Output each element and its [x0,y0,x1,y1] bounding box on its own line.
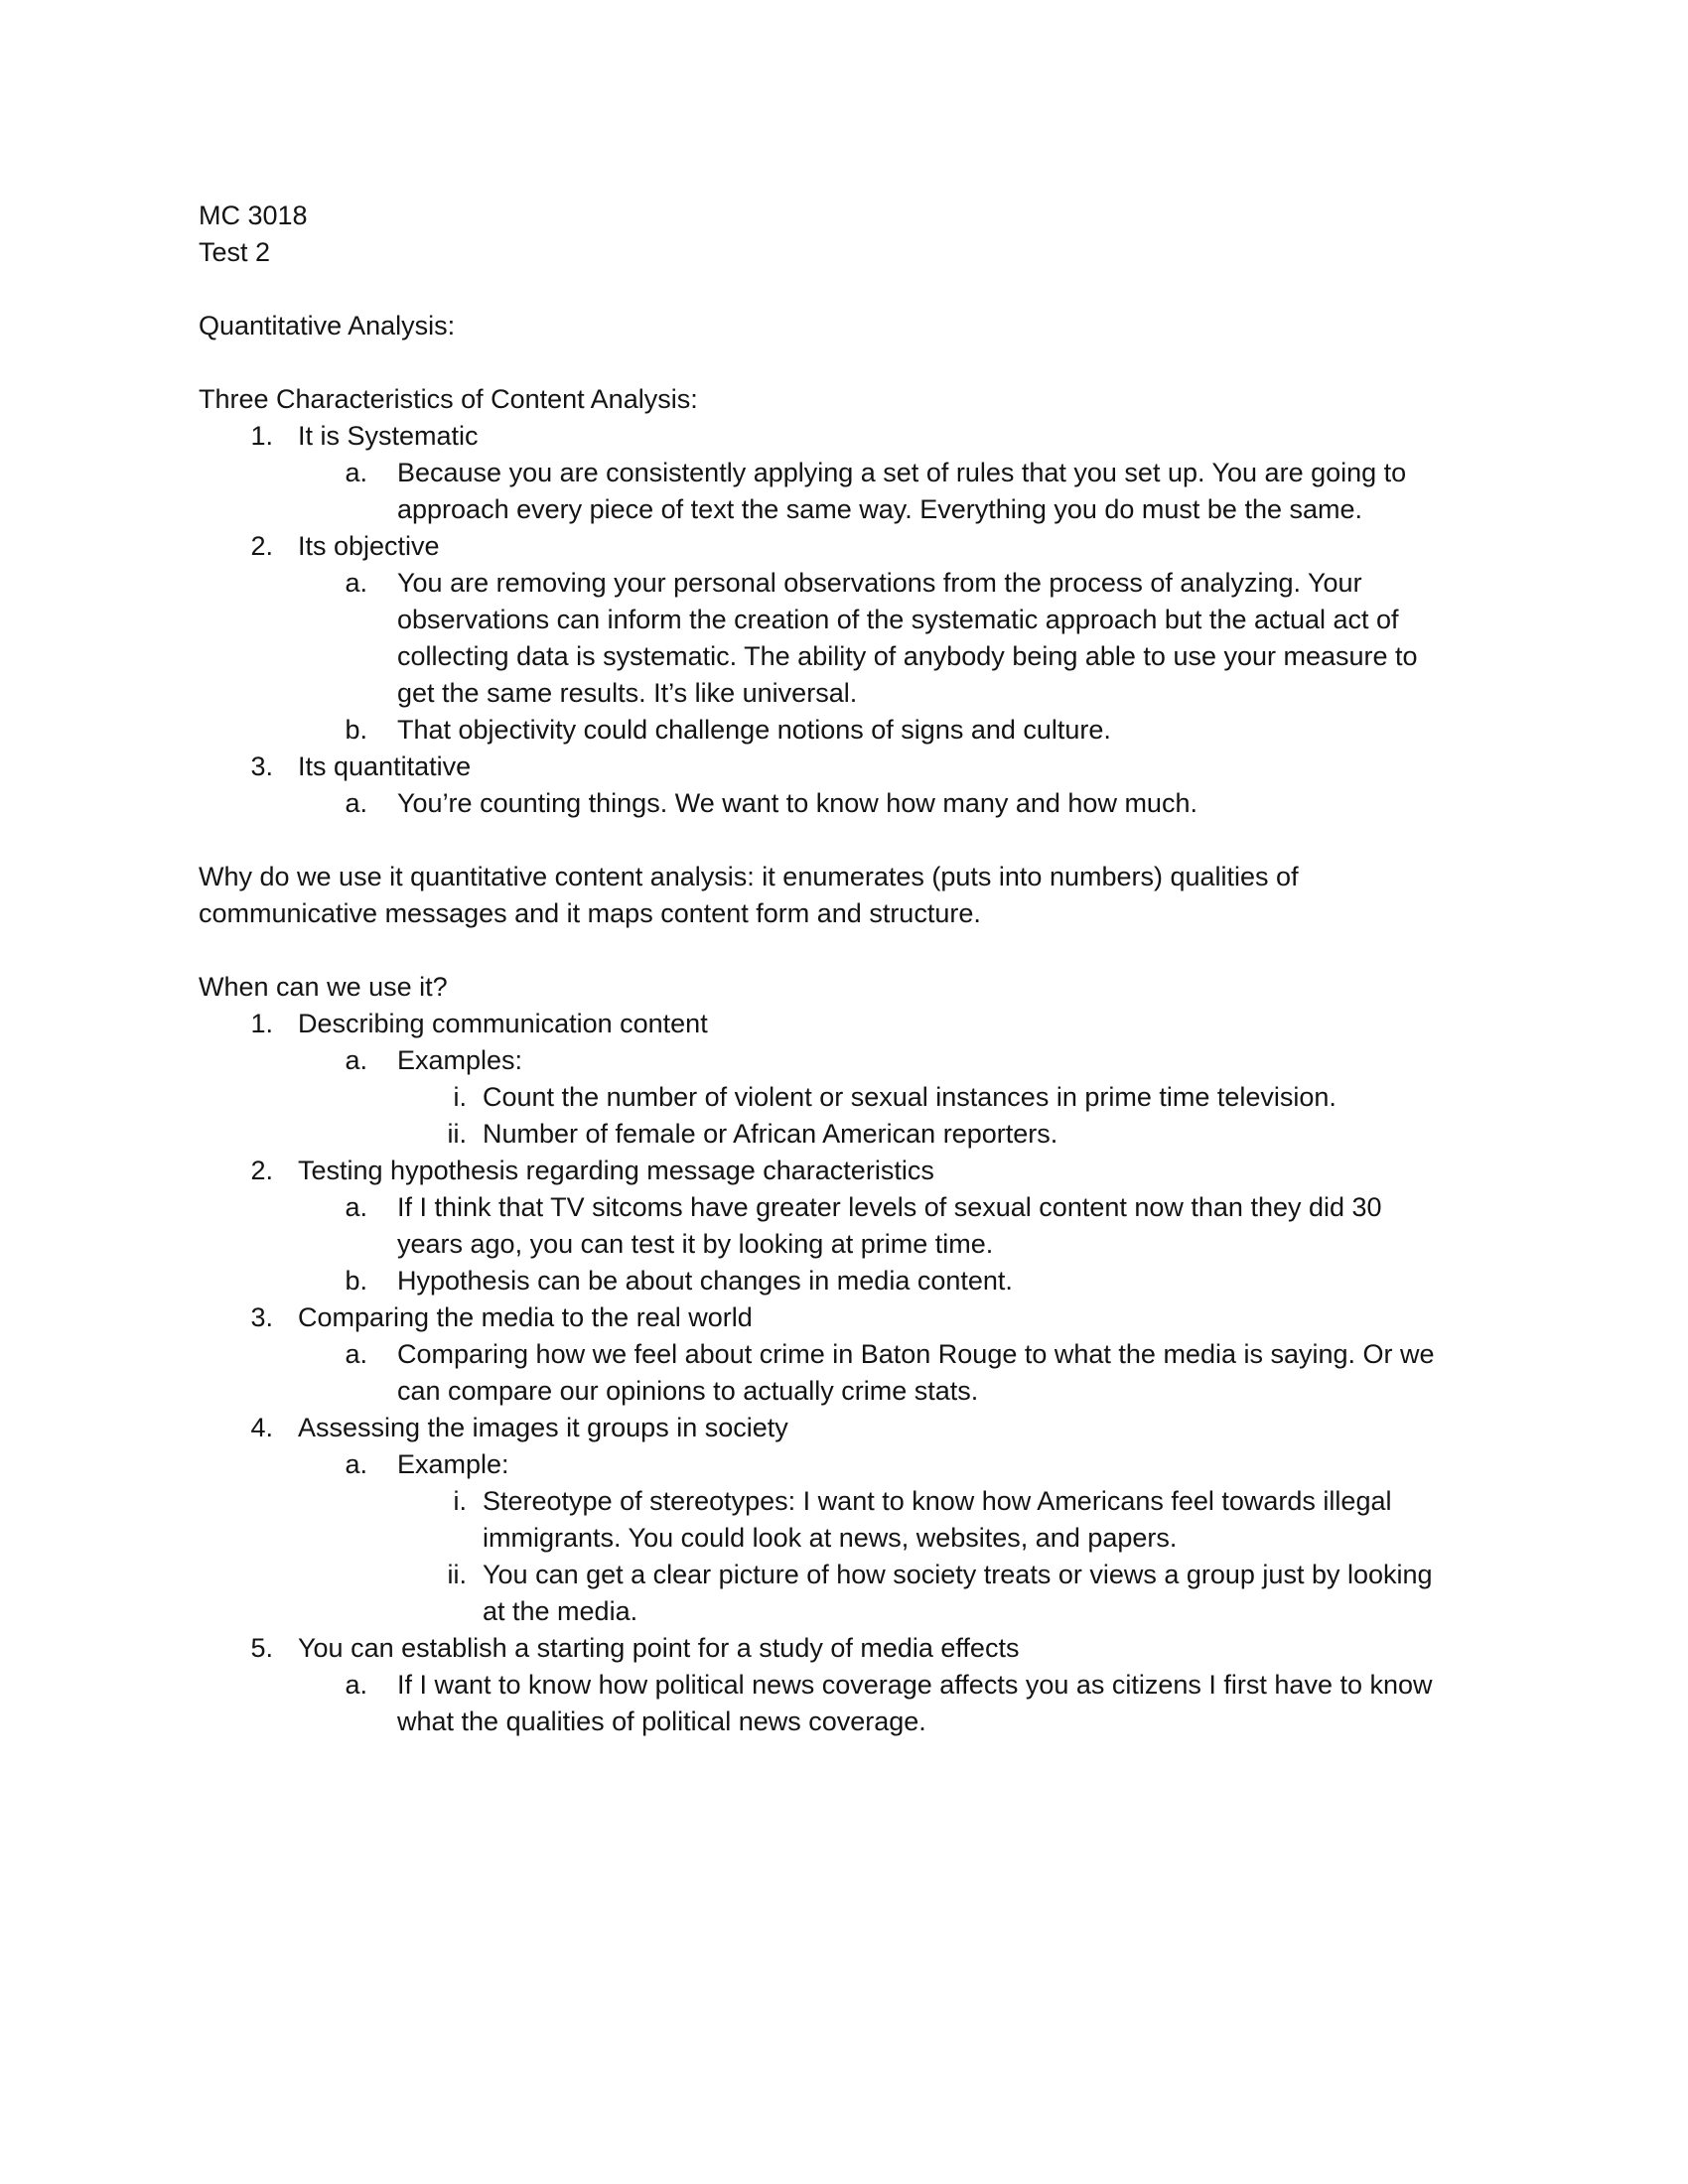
list-item-text [298,1006,1509,1042]
list-marker: i. [453,1486,467,1516]
text-line: If I want to know how political news coverage affects you as citizens I first have to know [397,1670,1433,1700]
sub-list-item [199,785,1509,822]
list-item-text [483,1079,1509,1116]
list-item [199,1153,1509,1189]
text-line: immigrants. You could look at news, websites, and papers. [483,1523,1178,1553]
sub-sub-list-item [199,1079,1509,1116]
list-marker: i. [453,1082,467,1112]
spacer [199,344,1509,381]
spacer [199,932,1509,969]
list-marker: 1. [250,1009,273,1038]
list-marker: 2. [250,1156,273,1185]
sub-list-item [199,1446,1509,1483]
text-line: Comparing the media to the real world [298,1302,753,1332]
list-item [199,1006,1509,1042]
list-marker: 3. [250,1302,273,1332]
list-item-text [483,1557,1509,1630]
sub-list-item [199,1667,1509,1740]
spacer [199,822,1509,859]
text-line: collecting data is systematic. The ability of anybody being able to use your measure to [397,641,1418,671]
text-line: Number of female or African American reporters. [483,1119,1058,1149]
when-heading: When can we use it? [199,972,448,1002]
text-line: Comparing how we feel about crime in Baton Rouge to what the media is saying. Or we [397,1339,1435,1369]
test-title: Test 2 [199,237,271,267]
list-item-text [298,1299,1509,1336]
text-line: You’re counting things. We want to know how many and how much. [397,788,1197,818]
text-line: Testing hypothesis regarding message characteristics [298,1156,934,1185]
list-item [199,1299,1509,1336]
list-item-text [397,785,1509,822]
list-item-text [397,1336,1509,1410]
list-item-text [397,455,1509,528]
when-list [199,1006,1509,1740]
list-item-text [397,565,1509,712]
list-marker: 4. [250,1413,273,1442]
text-line: Because you are consistently applying a set of rules that you set up. You are going to [397,458,1407,487]
section-title: Quantitative Analysis: [199,311,456,341]
list-marker: a. [345,1670,367,1700]
text-line: at the media. [483,1596,638,1626]
sub-list-item [199,455,1509,528]
why-paragraph [199,859,1509,932]
list-marker: 5. [250,1633,273,1663]
list-item-text [397,1263,1509,1299]
list-marker: a. [345,1045,367,1075]
text-line: It is Systematic [298,421,479,451]
text-line: Example: [397,1449,509,1479]
text-line: what the qualities of political news coverage. [397,1706,926,1736]
sub-list-item [199,1263,1509,1299]
list-item [199,1630,1509,1667]
list-item-text [397,1189,1509,1263]
list-item-text [397,1667,1509,1740]
list-marker: 1. [250,421,273,451]
list-marker: 3. [250,751,273,781]
sub-list-item [199,1189,1509,1263]
list-marker: a. [345,1339,367,1369]
list-marker: a. [345,458,367,487]
text-line: Count the number of violent or sexual instances in prime time television. [483,1082,1336,1112]
list-marker: a. [345,788,367,818]
list-marker: ii. [447,1560,467,1589]
list-item-text [298,749,1509,785]
sub-sub-list-item [199,1116,1509,1153]
text-line: years ago, you can test it by looking at prime time. [397,1229,994,1259]
text-line: can compare our opinions to actually crime stats. [397,1376,979,1406]
text-line: You can establish a starting point for a study of media effects [298,1633,1020,1663]
list-item-text [483,1483,1509,1557]
why-paragraph-line: communicative messages and it maps content form and structure. [199,898,981,928]
text-line: You are removing your personal observations from the process of analyzing. Your [397,568,1362,598]
course-code: MC 3018 [199,201,308,230]
sub-list-item [199,712,1509,749]
list-item [199,528,1509,565]
text-line: Hypothesis can be about changes in media content. [397,1266,1013,1296]
list-marker: a. [345,1192,367,1222]
list-item-text [298,1410,1509,1446]
text-line: If I think that TV sitcoms have greater levels of sexual content now than they did 30 [397,1192,1382,1222]
list-marker: a. [345,568,367,598]
text-line: Its quantitative [298,751,472,781]
list-item [199,749,1509,785]
sub-list-item [199,1042,1509,1079]
text-line: approach every piece of text the same way. Everything you do must be the same. [397,494,1363,524]
list-marker: 2. [250,531,273,561]
list-item [199,1410,1509,1446]
list-item-text [397,1042,1509,1079]
list-item-text [483,1116,1509,1153]
list-item [199,418,1509,455]
list-item-text [298,1630,1509,1667]
characteristics-heading: Three Characteristics of Content Analysis: [199,384,698,414]
spacer [199,271,1509,308]
text-line: Examples: [397,1045,523,1075]
list-item-text [298,528,1509,565]
text-line: You can get a clear picture of how society treats or views a group just by looking [483,1560,1433,1589]
text-line: Assessing the images it groups in society [298,1413,788,1442]
sub-sub-list-item [199,1483,1509,1557]
why-paragraph-line: Why do we use it quantitative content analysis: it enumerates (puts into numbers) qualities of [199,862,1299,891]
list-marker: b. [345,1266,367,1296]
list-item-text [397,1446,1509,1483]
list-item-text [397,712,1509,749]
text-line: That objectivity could challenge notions of signs and culture. [397,715,1111,745]
text-line: observations can inform the creation of the systematic approach but the actual act of [397,605,1399,634]
characteristics-list [199,418,1509,822]
text-line: Its objective [298,531,440,561]
text-line: Stereotype of stereotypes: I want to know how Americans feel towards illegal [483,1486,1392,1516]
list-marker: a. [345,1449,367,1479]
text-line: get the same results. It’s like universal. [397,678,858,708]
list-marker: ii. [447,1119,467,1149]
sub-list-item [199,1336,1509,1410]
sub-list-item [199,565,1509,712]
list-marker: b. [345,715,367,745]
sub-sub-list-item [199,1557,1509,1630]
list-item-text [298,418,1509,455]
document-body [199,198,1509,1740]
text-line: Describing communication content [298,1009,708,1038]
list-item-text [298,1153,1509,1189]
